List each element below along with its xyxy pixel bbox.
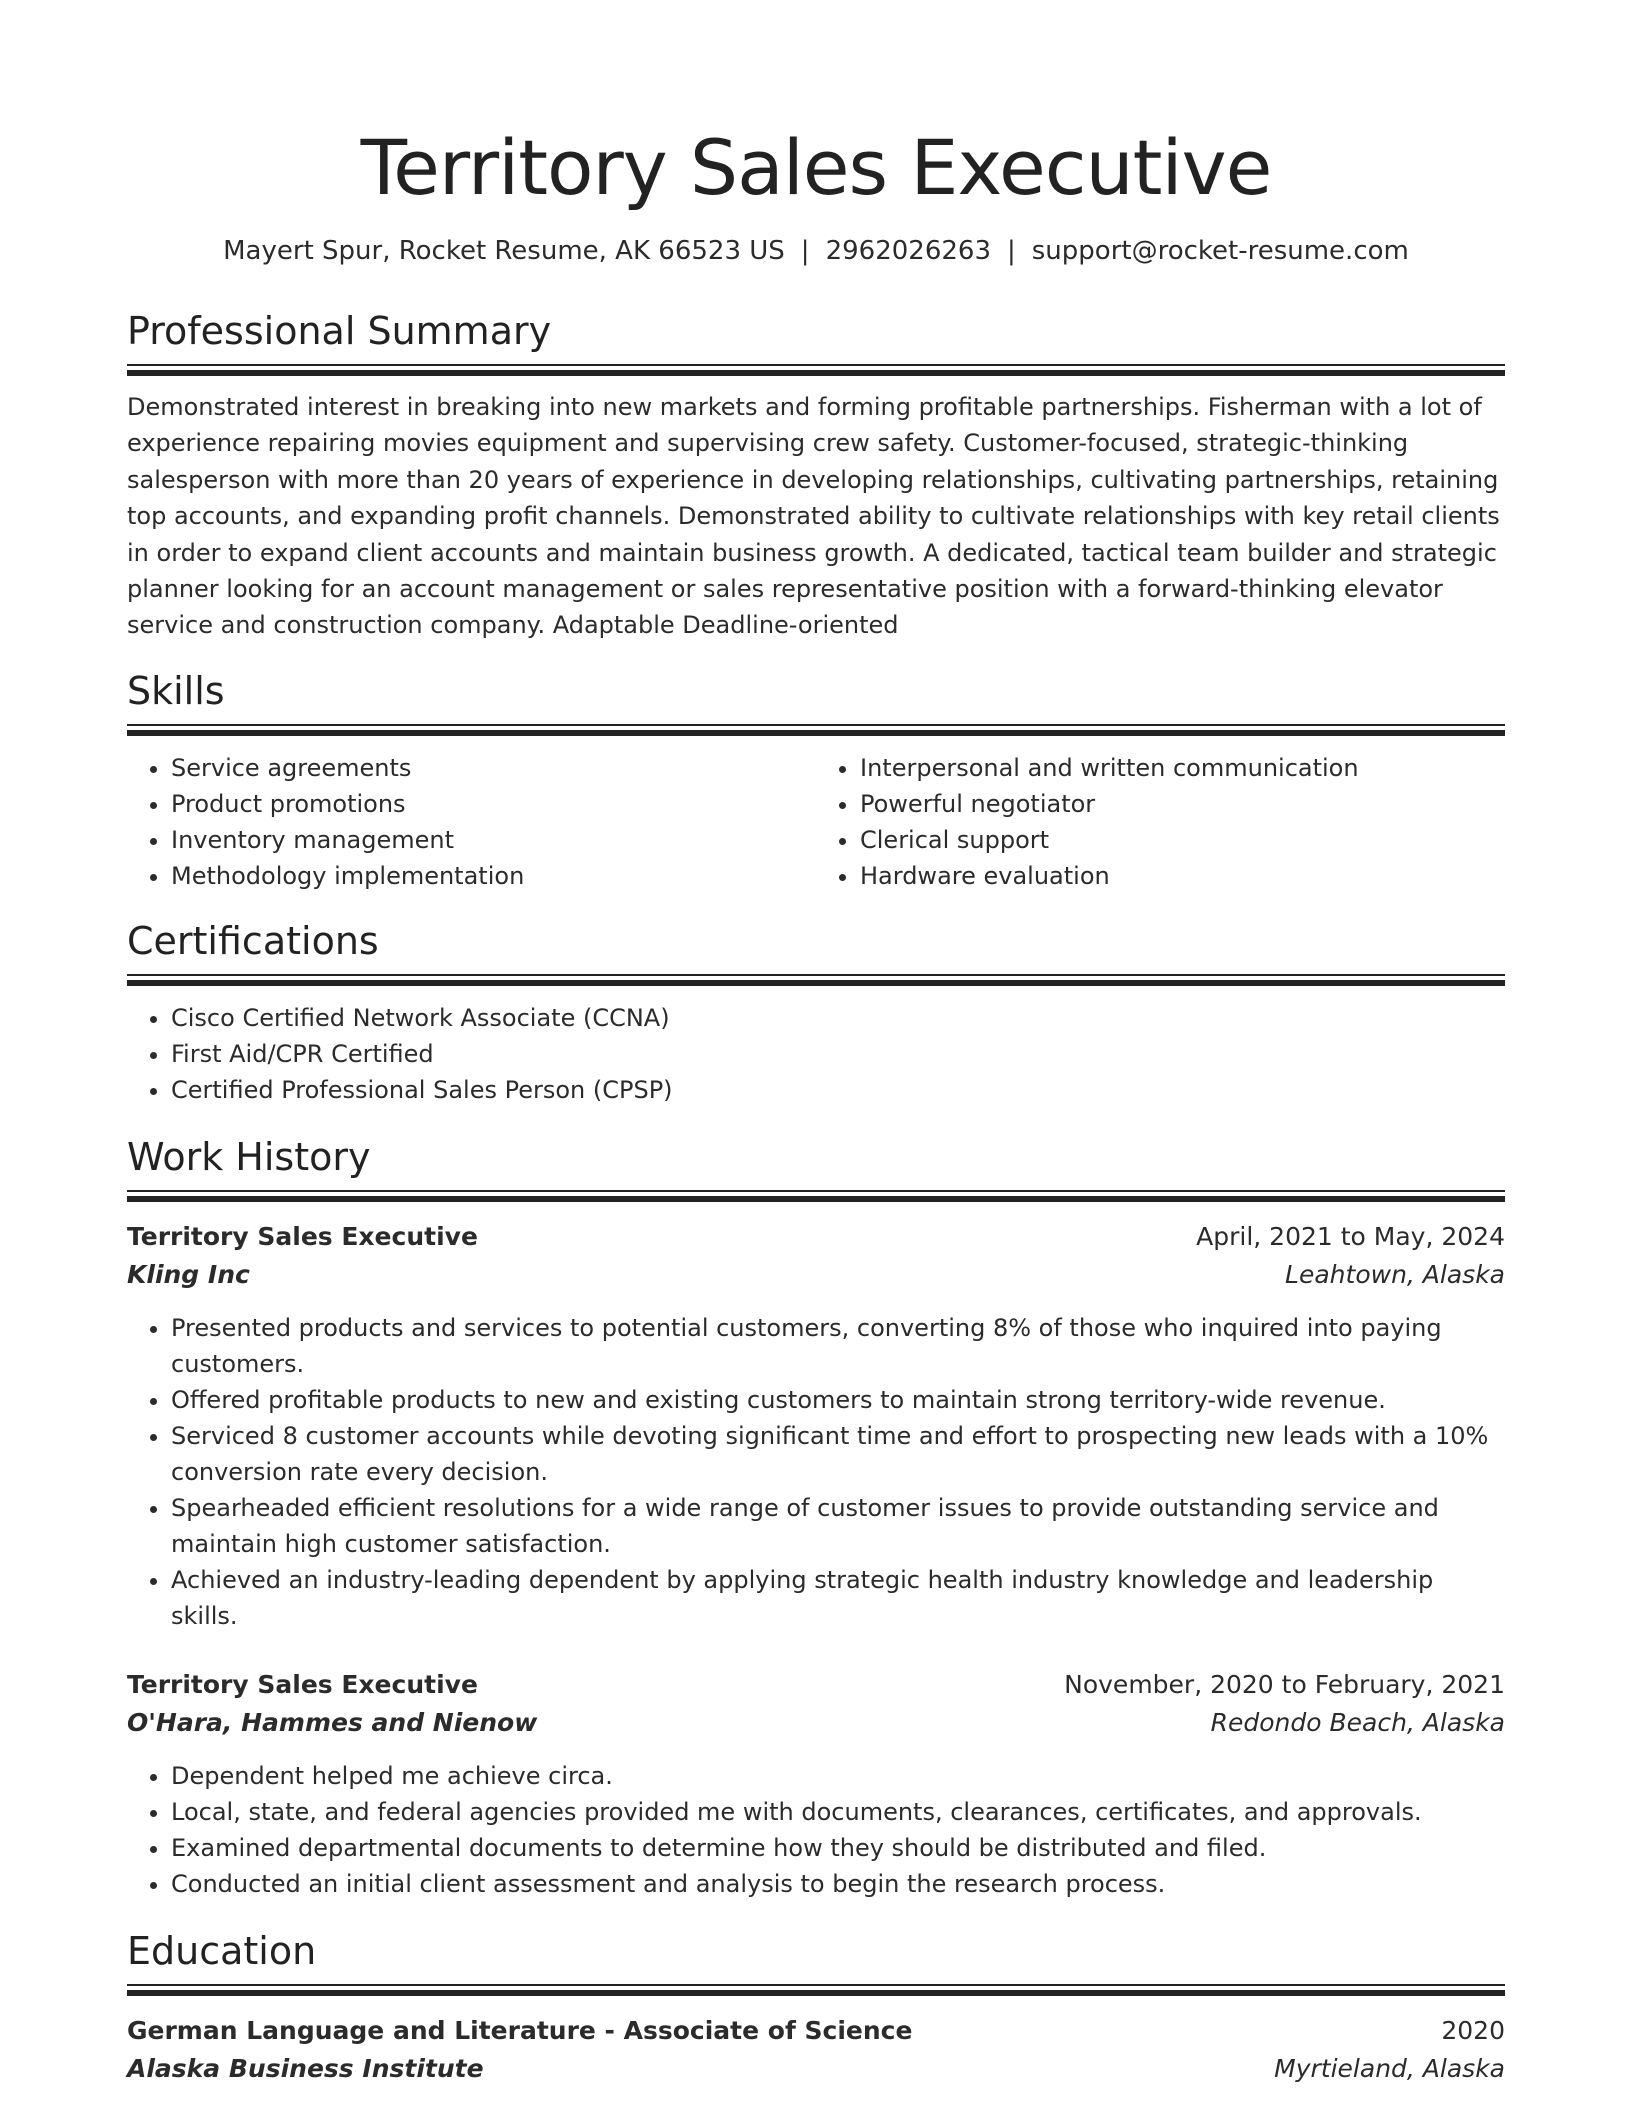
- job-location: Redondo Beach, Alaska: [1210, 1707, 1505, 1737]
- education-section: [127, 1928, 1505, 2088]
- education-location: Myrtieland, Alaska: [1274, 2053, 1505, 2083]
- skill-item: • Clerical support: [860, 822, 1505, 858]
- job-bullets: [127, 1758, 1505, 1902]
- certification-list: [127, 1000, 1505, 1108]
- contact-separator: |: [1006, 236, 1016, 266]
- skill-item: • Hardware evaluation: [860, 858, 1505, 894]
- job-entry: [127, 1666, 1505, 1902]
- job-entry: [127, 1218, 1505, 1634]
- contact-line: [127, 234, 1505, 268]
- skill-item: • Product promotions: [171, 786, 816, 822]
- job-title: Territory Sales Executive: [127, 1669, 478, 1699]
- section-divider: [127, 364, 1505, 376]
- contact-phone: 2962026263: [825, 236, 991, 266]
- job-bullet: • Spearheaded efficient resolutions for a wide range of customer issues to provide outstanding service and maintain high customer satisfaction.: [171, 1490, 1505, 1562]
- skills-section: [127, 668, 1505, 894]
- section-title-skills: Skills: [127, 668, 225, 713]
- certification-item: • Certified Professional Sales Person (CPSP): [171, 1072, 1505, 1108]
- education-school: Alaska Business Institute: [127, 2053, 484, 2083]
- job-bullet: • Presented products and services to potential customers, converting 8% of those who inquired into paying customers.: [171, 1310, 1505, 1382]
- skills-column-right: [816, 750, 1505, 894]
- job-bullet: • Dependent helped me achieve circa.: [171, 1758, 1505, 1794]
- job-bullet: • Serviced 8 customer accounts while devoting significant time and effort to prospecting new leads with a 10% conversion rate every decision.: [171, 1418, 1505, 1490]
- section-divider: [127, 974, 1505, 986]
- contact-separator: |: [800, 236, 810, 266]
- job-bullet: • Examined departmental documents to determine how they should be distributed and filed.: [171, 1830, 1505, 1866]
- job-company: Kling Inc: [127, 1259, 250, 1289]
- section-divider: [127, 1190, 1505, 1202]
- section-title-summary: Professional Summary: [127, 309, 552, 353]
- job-location: Leahtown, Alaska: [1285, 1259, 1505, 1289]
- skills-columns: [127, 750, 1505, 894]
- resume-name: Territory Sales Executive: [360, 123, 1272, 212]
- education-degree: German Language and Literature - Associate of Science: [127, 2015, 913, 2045]
- section-title-education: Education: [127, 1928, 317, 1973]
- job-dates: November, 2020 to February, 2021: [1064, 1669, 1505, 1699]
- skill-item: • Inventory management: [171, 822, 816, 858]
- certification-item: • First Aid/CPR Certified: [171, 1036, 1505, 1072]
- job-bullets: [127, 1310, 1505, 1634]
- job-bullet: • Conducted an initial client assessment and analysis to begin the research process.: [171, 1866, 1505, 1902]
- skill-item: • Methodology implementation: [171, 858, 816, 894]
- skill-item: • Powerful negotiator: [860, 786, 1505, 822]
- certifications-section: [127, 918, 1505, 1108]
- contact-email: support@rocket-resume.com: [1031, 236, 1409, 266]
- section-divider: [127, 1984, 1505, 1996]
- contact-address: Mayert Spur, Rocket Resume, AK 66523 US: [223, 236, 785, 266]
- skills-column-left: [127, 750, 816, 894]
- certification-item: • Cisco Certified Network Associate (CCNA): [171, 1000, 1505, 1036]
- section-divider: [127, 724, 1505, 736]
- education-year: 2020: [1441, 2015, 1505, 2045]
- section-title-work: Work History: [127, 1134, 371, 1179]
- education-entry: [127, 2012, 1505, 2088]
- skill-item: • Interpersonal and written communication: [860, 750, 1505, 786]
- job-bullet: • Achieved an industry-leading dependent by applying strategic health industry knowledge and leadership skills.: [171, 1562, 1505, 1634]
- job-dates: April, 2021 to May, 2024: [1196, 1221, 1505, 1251]
- section-title-certifications: Certifications: [127, 918, 379, 963]
- job-bullet: • Offered profitable products to new and existing customers to maintain strong territory-wide revenue.: [171, 1382, 1505, 1418]
- summary-text: Demonstrated interest in breaking into new markets and forming profitable partnerships. Fisherman with a lot of experience repairing movies equipment and supervising crew safety. Customer-focused, strategic-thinking salesperson with more than 20 years of experience in developing relationships, cultivating partnerships, retaining top accounts, and expanding profit channels. Demonstrated ability to cultivate relationships with key retail clients in order to expand client accounts and maintain business growth. A dedicated, tactical team builder and strategic planner looking for an account management or sales representative position with a forward-thinking elevator service and construction company. Adaptable Deadline-oriented: [127, 393, 1500, 640]
- job-title: Territory Sales Executive: [127, 1221, 478, 1251]
- work-section: [127, 1134, 1505, 1902]
- job-company: O'Hara, Hammes and Nienow: [127, 1707, 538, 1737]
- summary-section: [127, 308, 1505, 644]
- job-bullet: • Local, state, and federal agencies provided me with documents, clearances, certificates, and approvals.: [171, 1794, 1505, 1830]
- skill-item: • Service agreements: [171, 750, 816, 786]
